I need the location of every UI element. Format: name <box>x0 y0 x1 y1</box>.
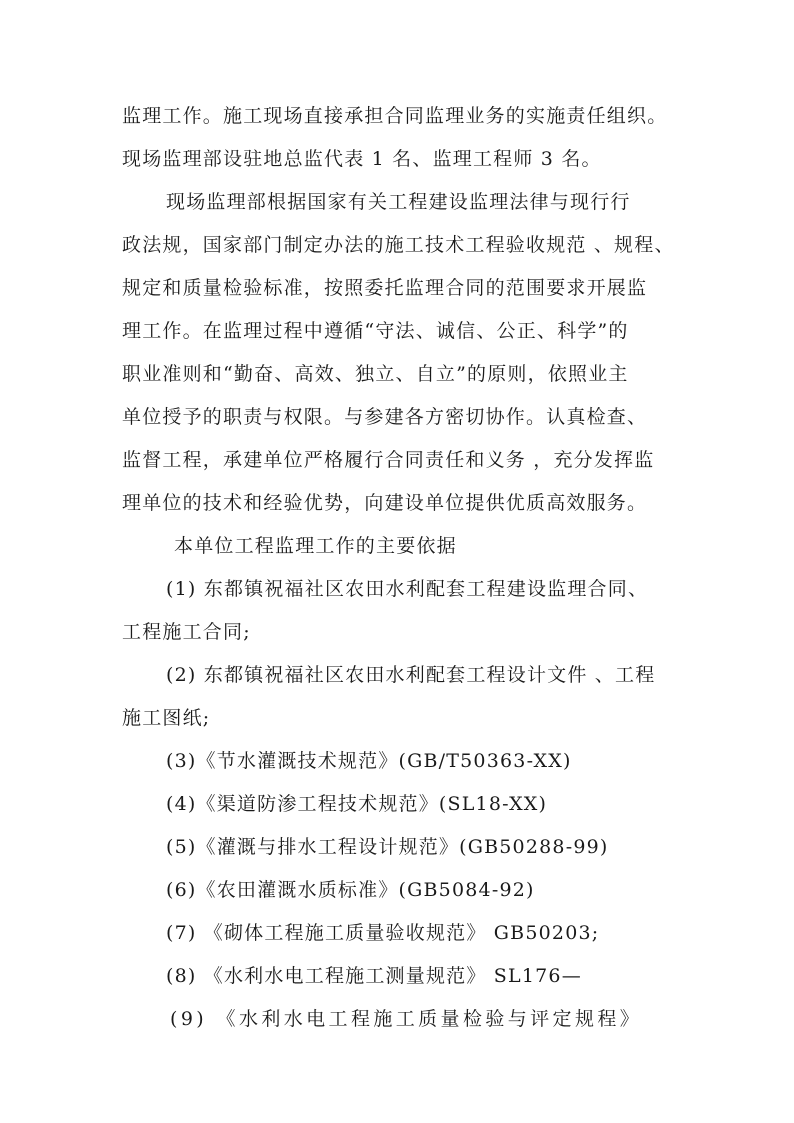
paragraph-line: 政法规，国家部门制定办法的施工技术工程验收规范 、规程、 <box>122 234 675 256</box>
basis-item: 施工图纸; <box>122 707 211 729</box>
paragraph-line: 职业准则和“勤奋、高效、独立、自立”的原则，依照业主 <box>122 363 629 385</box>
paragraph-line: 监理工作。施工现场直接承担合同监理业务的实施责任组织。 <box>122 105 668 127</box>
paragraph-line: 理单位的技术和经验优势，向建设单位提供优质高效服务。 <box>122 492 648 514</box>
basis-item: (8) 《水利水电工程施工测量规范》 SL176— <box>166 965 582 987</box>
basis-item: (7) 《砌体工程施工质量验收规范》 GB50203; <box>166 922 600 944</box>
paragraph-line: 理工作。在监理过程中遵循“守法、诚信、公正、科学”的 <box>122 320 629 342</box>
basis-item: (4)《渠道防渗工程技术规范》(SL18-XX) <box>166 793 548 815</box>
basis-item: (1) 东都镇祝福社区农田水利配套工程建设监理合同、 <box>166 578 649 600</box>
basis-item: (2) 东都镇祝福社区农田水利配套工程设计文件 、工程 <box>166 664 656 686</box>
paragraph-line: 监督工程，承建单位严格履行合同责任和义务 ，充分发挥监 <box>122 449 655 471</box>
paragraph-line: 单位授予的职责与权限。与参建各方密切协作。认真检查、 <box>122 406 648 428</box>
paragraph-line: 现场监理部根据国家有关工程建设监理法律与现行行 <box>166 191 631 213</box>
basis-item: (5)《灌溉与排水工程设计规范》(GB50288-99) <box>166 836 609 858</box>
basis-item: (6)《农田灌溉水质标准》(GB5084-92) <box>166 879 535 901</box>
paragraph-line: 现场监理部设驻地总监代表 1 名、监理工程师 3 名。 <box>122 148 602 170</box>
basis-item: (3)《节水灌溉技术规范》(GB/T50363-XX) <box>166 750 572 772</box>
basis-item: 工程施工合同; <box>122 621 251 643</box>
paragraph-line: 规定和质量检验标准，按照委托监理合同的范围要求开展监 <box>122 277 648 299</box>
section-heading: 本单位工程监理工作的主要依据 <box>174 535 457 557</box>
basis-item: (9) 《水利水电工程施工质量检验与评定规程》 <box>170 1008 643 1030</box>
